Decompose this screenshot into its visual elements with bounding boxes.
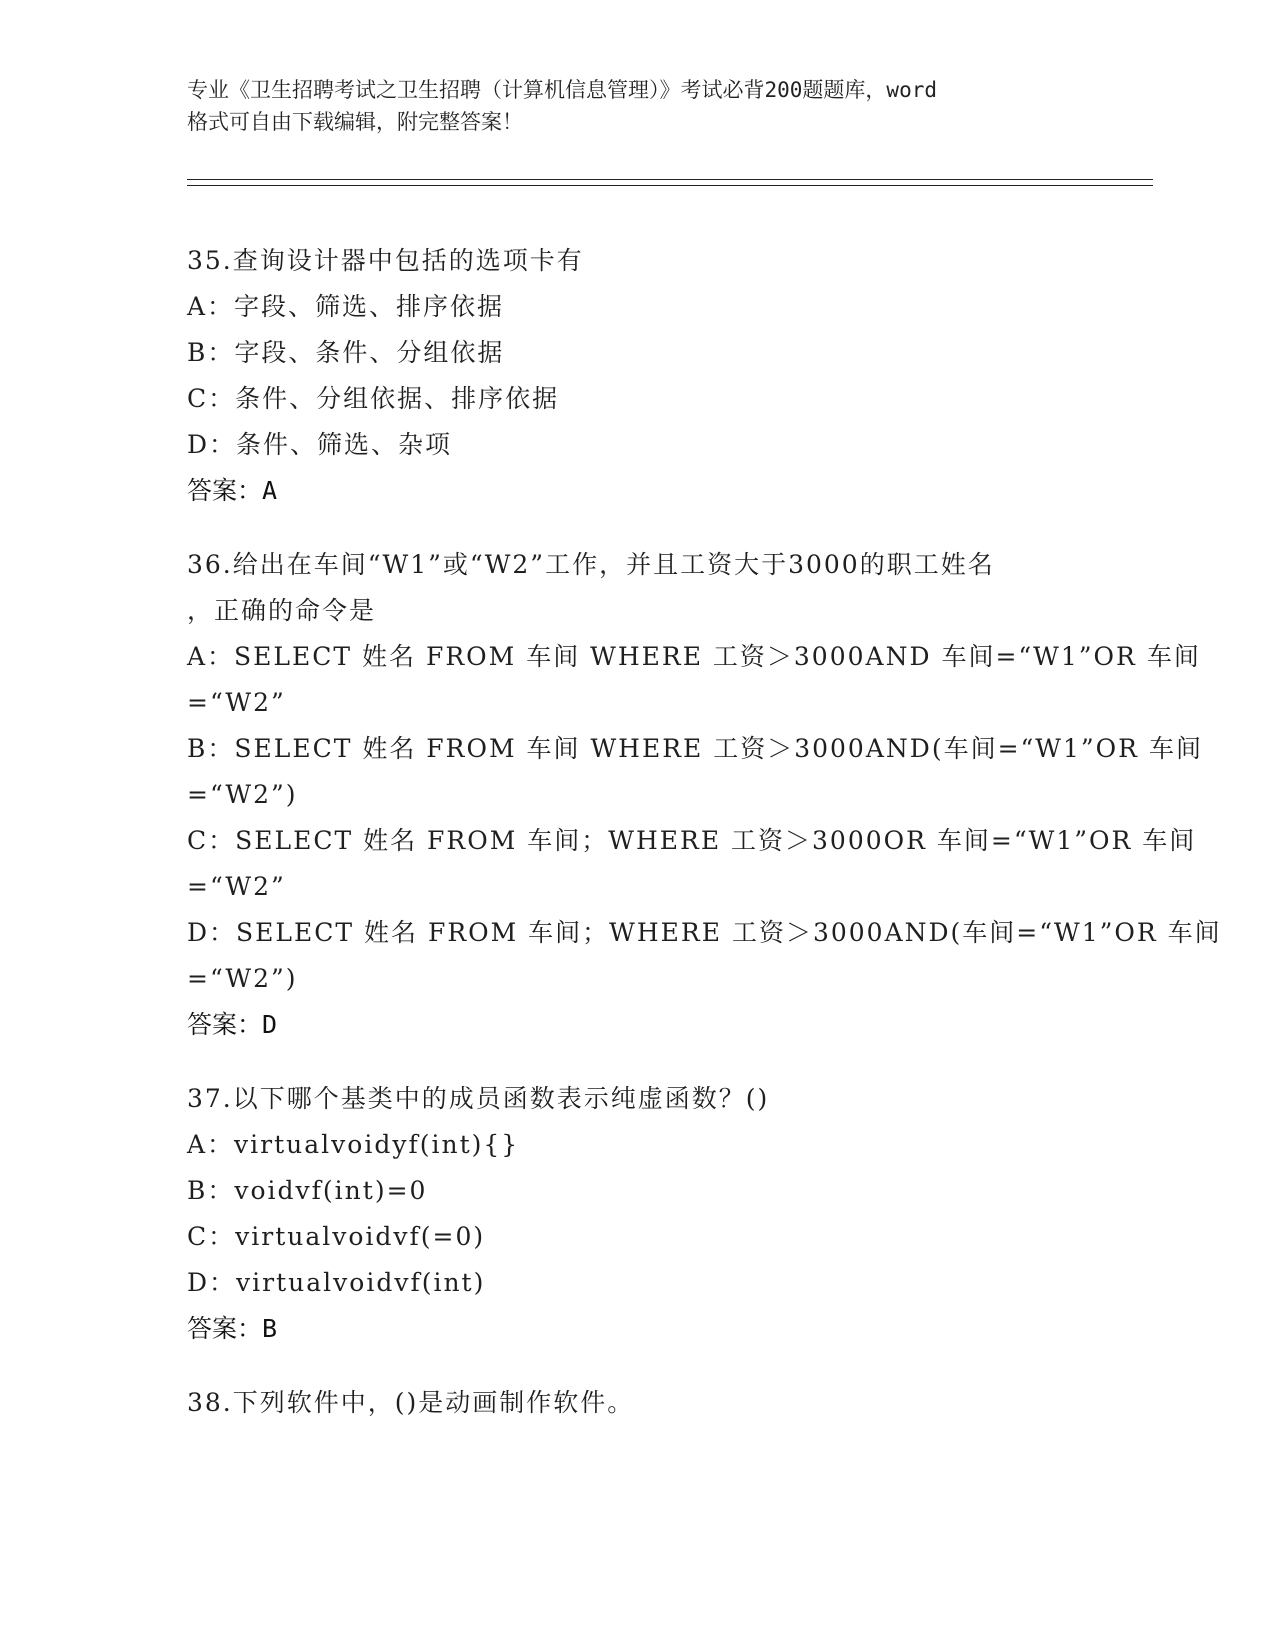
option-text: D：virtualvoidvf(int) — [187, 1268, 486, 1297]
question-text: 35.查询设计器中包括的选项卡有 — [187, 246, 584, 275]
header-line-2: 格式可自由下载编辑，附完整答案！ — [187, 110, 523, 134]
option-text: C：SELECT 姓名 FROM 车间；WHERE 工资＞3000OR 车间=“W1”OR 车间 — [187, 826, 1197, 855]
header-line-1: 专业《卫生招聘考试之卫生招聘（计算机信息管理）》考试必背200题题库，word — [187, 78, 937, 102]
option-text: B：字段、条件、分组依据 — [187, 338, 505, 367]
option-text: A：SELECT 姓名 FROM 车间 WHERE 工资＞3000AND 车间=“W1”OR 车间 — [187, 642, 1201, 671]
option-text: D：SELECT 姓名 FROM 车间；WHERE 工资＞3000AND(车间=“W1”OR 车间 — [187, 918, 1222, 947]
question-block — [187, 542, 1222, 1048]
answer-text: 答案：D — [187, 1010, 278, 1039]
option-text: B：SELECT 姓名 FROM 车间 WHERE 工资＞3000AND(车间=“W1”OR 车间 — [187, 734, 1203, 763]
question-text: ，正确的命令是 — [187, 596, 377, 625]
option-text: D：条件、筛选、杂项 — [187, 430, 453, 459]
question-block — [187, 1076, 1087, 1352]
option-text: B：voidvf(int)=0 — [187, 1176, 428, 1205]
option-text: A：字段、筛选、排序依据 — [187, 292, 505, 321]
question-text: 38.下列软件中，()是动画制作软件。 — [187, 1388, 635, 1417]
question-text: 37.以下哪个基类中的成员函数表示纯虚函数？() — [187, 1084, 770, 1113]
answer-text: 答案：B — [187, 1314, 278, 1343]
document-header — [187, 74, 1087, 138]
option-text: =“W2”) — [187, 964, 298, 993]
option-text: C：virtualvoidvf(=0) — [187, 1222, 486, 1251]
option-text: A：virtualvoidyf(int){} — [187, 1130, 520, 1159]
option-text: =“W2” — [187, 872, 286, 901]
option-text: =“W2” — [187, 688, 286, 717]
question-text: 36.给出在车间“W1”或“W2”工作，并且工资大于3000的职工姓名 — [187, 550, 995, 579]
answer-text: 答案：A — [187, 476, 278, 505]
header-divider-top — [187, 179, 1153, 180]
header-divider-bottom — [187, 185, 1153, 186]
option-text: =“W2”) — [187, 780, 298, 809]
option-text: C：条件、分组依据、排序依据 — [187, 384, 560, 413]
question-block — [187, 238, 1087, 514]
question-block — [187, 1380, 1087, 1426]
question-list — [187, 238, 1222, 1454]
